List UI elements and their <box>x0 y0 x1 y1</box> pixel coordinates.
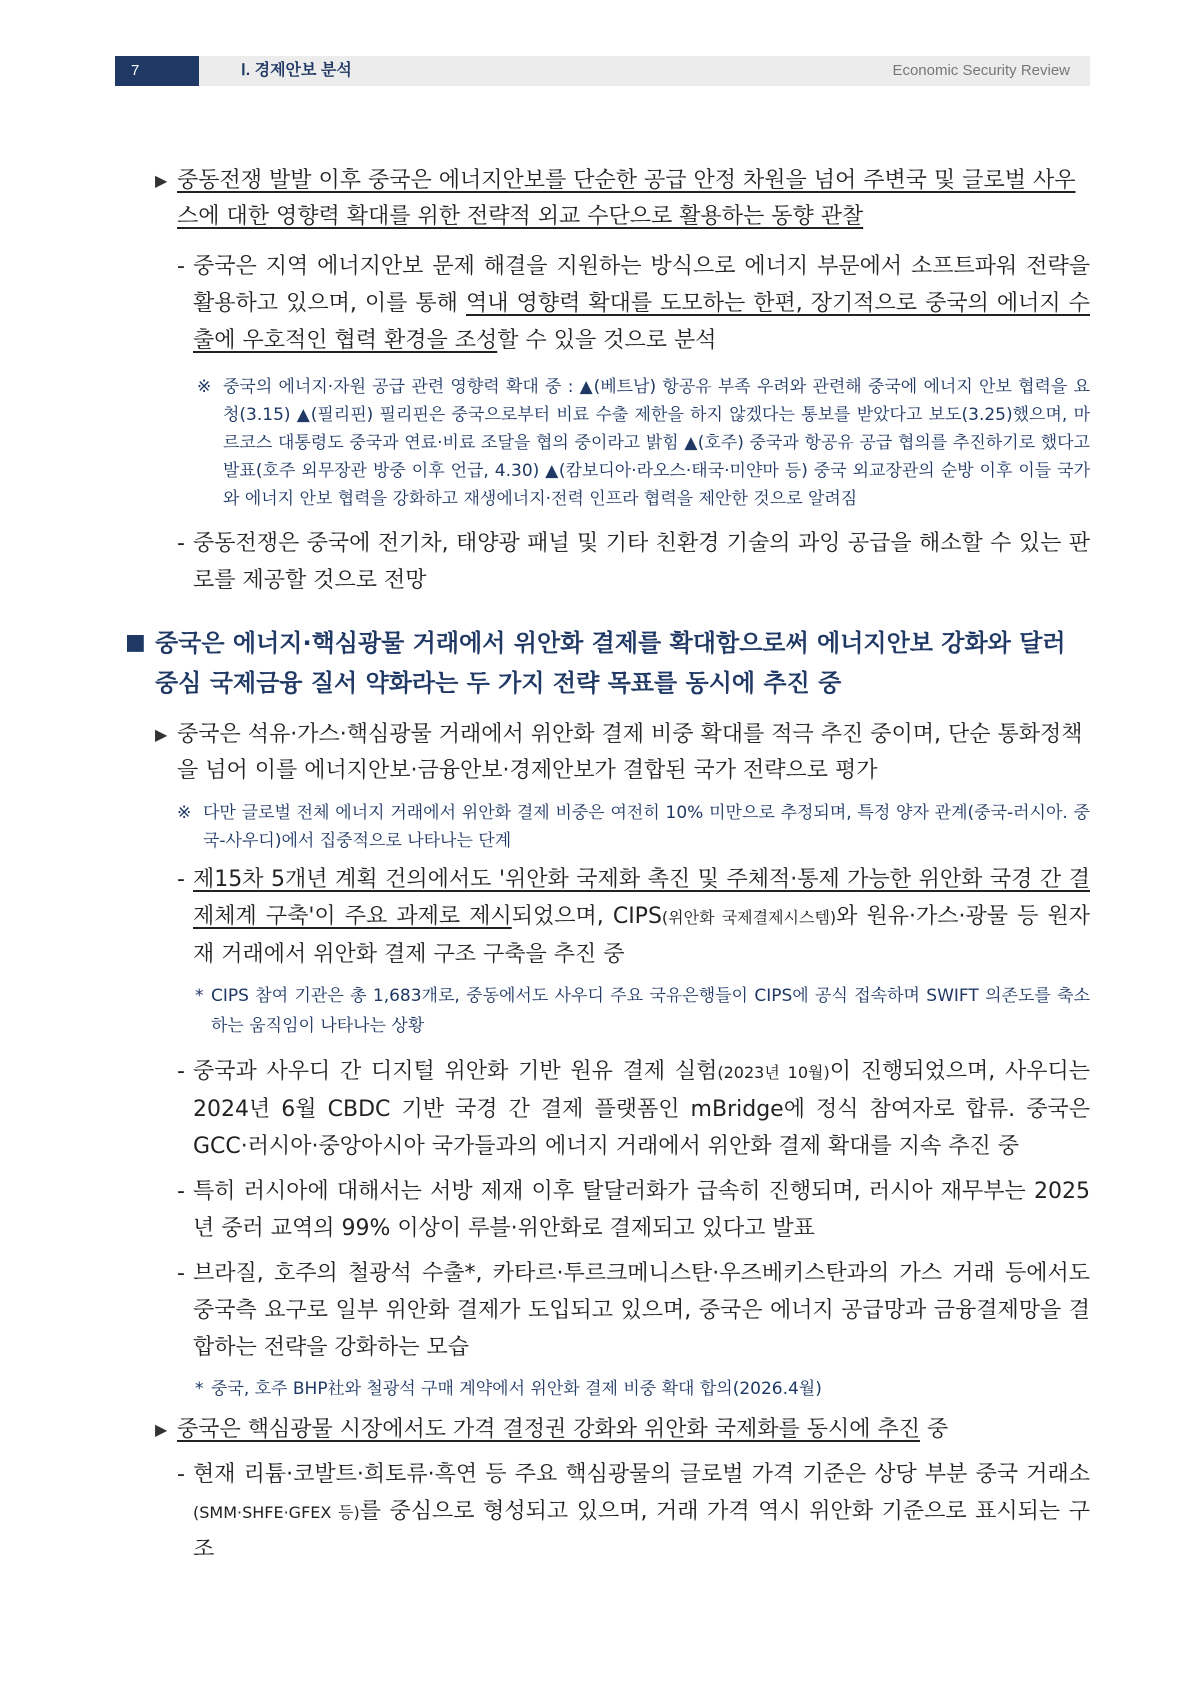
dash-text-underlined: 제15차 5개년 계획 건의에서도 '위안화 국제화 촉진 및 주체적·통제 가능한 위안화 국경 간 결제체계 구축'이 주요 과제로 제시 <box>193 867 1090 929</box>
star-mark: * <box>195 986 204 1006</box>
reference-mark: ※ <box>177 803 192 823</box>
dash-marker: - <box>177 254 185 279</box>
publication-name: Economic Security Review <box>892 62 1070 79</box>
dash-text-small: (SMM·SHFE·GFEX 등) <box>193 1503 360 1522</box>
dash-text-part: 할 수 있을 것으로 분석 <box>497 328 717 353</box>
heading-text: 중국은 에너지·핵심광물 거래에서 위안화 결제를 확대함으로써 에너지안보 강화와 달러 중심 국제금융 질서 약화라는 두 가지 전략 목표를 동시에 추진 중 <box>155 629 1066 697</box>
reference-mark: ※ <box>197 377 212 397</box>
bullet-energy-diplomacy <box>155 163 1090 235</box>
triangle-bullet-icon: ▶ <box>155 725 168 744</box>
dash-text: 브라질, 호주의 철광석 수출*, 카타르·투르크메니스탄·우즈베키스탄과의 가스 거래 등에서도 중국측 요구로 일부 위안화 결제가 도입되고 있으며, 중국은 에너지 공급망과 금융결제망을 결합하는 전략을 강화하는 모습 <box>193 1261 1090 1360</box>
dash-marker: - <box>177 531 185 556</box>
star-note-bhp <box>195 1374 1090 1404</box>
section-title: Ⅰ. 경제안보 분석 <box>241 62 352 79</box>
bullet-text: 중국은 석유·가스·핵심광물 거래에서 위안화 결제 비중 확대를 적극 추진 중이며, 단순 통화정책을 넘어 이를 에너지안보·금융안보·경제안보가 결합된 국가 전략으로 평가 <box>177 722 1083 783</box>
dash-text-part: 이 진행되었으며, 사우디는 2024년 6월 CBDC 기반 국경 간 결제 플랫폼인 mBridge에 정식 참여자로 합류. 중국은 GCC·러시아·중앙아시아 국가들과의 에너지 거래에서 위안화 결제 확대를 지속 추진 중 <box>193 1059 1090 1159</box>
dash-text-small: (위안화 국제결제시스템) <box>661 908 837 927</box>
dash-green-tech <box>177 525 1090 599</box>
bullet-text-tail: 중 <box>920 1417 949 1442</box>
dash-soft-power <box>177 248 1090 359</box>
star-note-cips <box>195 981 1090 1041</box>
square-bullet-icon: ■ <box>125 630 146 655</box>
dash-text-small: (2023년 10월) <box>717 1063 830 1082</box>
dash-marker: - <box>177 867 185 892</box>
note-text: 중국의 에너지·자원 공급 관련 영향력 확대 중 : ▲(베트남) 항공유 부족 우려와 관련해 중국에 에너지 안보 협력을 요청(3.15) ▲(필리핀) 필리핀은 중국으로부터 비료 수출 제한을 하지 않겠다는 통보를 받았다고 보도(3.25)했으며, 마르코스 대통령도 중국과 연료·비료 조달을 협의 중이라고 밝힘 ▲(호주) 중국과 항공유 공급 협의를 추진하기로 했다고 발표(호주 외무장관 방중 이후 언급, 4.30) ▲(캄보디아·라오스·태국·미얀마 등) 중국 외교장관의 순방 이후 이들 국가와 에너지 안보 협력을 강화하고 재생에너지·전력 인프라 협력을 제안한 것으로 알려짐 <box>223 377 1090 509</box>
dash-price-benchmark <box>177 1456 1090 1568</box>
dash-five-year-plan <box>177 861 1090 973</box>
dash-text-underlined: 역내 영향력 확대를 도모하는 한편, 장기적으로 중국의 에너지 수출에 우호적인 협력 환경을 조성 <box>193 291 1090 353</box>
dash-marker: - <box>177 1261 185 1286</box>
dash-text-part: 되었으며, CIPS <box>511 904 662 929</box>
dash-text-part: 를 중심으로 형성되고 있으며, 거래 가격 역시 위안화 기준으로 표시되는 구조 <box>193 1499 1090 1562</box>
page-number: 7 <box>115 56 199 86</box>
reference-note-share <box>177 799 1090 855</box>
dash-russia <box>177 1173 1090 1247</box>
note-text: 중국, 호주 BHP社와 철광석 구매 계약에서 위안화 결제 비중 확대 합의(2026.4월) <box>211 1379 822 1399</box>
triangle-bullet-icon: ▶ <box>155 171 168 190</box>
dash-marker: - <box>177 1059 185 1084</box>
dash-marker: - <box>177 1179 185 1204</box>
dash-text-part: 와 원유·가스·광물 등 원자재 거래에서 위안화 결제 구조 구축을 추진 중 <box>193 904 1090 967</box>
star-mark: * <box>195 1379 204 1399</box>
dash-iron-ore-gas <box>177 1255 1090 1366</box>
bullet-text-underlined: 중국은 핵심광물 시장에서도 가격 결정권 강화와 위안화 국제화를 동시에 추진 <box>177 1417 921 1442</box>
dash-text-part: 현재 리튬·코발트·희토류·흑연 등 주요 핵심광물의 글로벌 가격 기준은 상당 부분 중국 거래소 <box>193 1462 1090 1487</box>
page-header <box>115 56 1090 86</box>
bullet-text: 중동전쟁 발발 이후 중국은 에너지안보를 단순한 공급 안정 차원을 넘어 주변국 및 글로벌 사우스에 대한 영향력 확대를 위한 전략적 외교 수단으로 활용하는 동향 관찰 <box>177 168 1076 229</box>
bullet-critical-minerals <box>155 1412 1090 1448</box>
bullet-yuan-settlement <box>155 717 1090 789</box>
dash-text: 중동전쟁은 중국에 전기차, 태양광 패널 및 기타 친환경 기술의 과잉 공급을 해소할 수 있는 판로를 제공할 것으로 전망 <box>193 531 1090 593</box>
dash-text: 특히 러시아에 대해서는 서방 제재 이후 탈달러화가 급속히 진행되며, 러시아 재무부는 2025년 중러 교역의 99% 이상이 루블·위안화로 결제되고 있다고 발표 <box>193 1179 1090 1241</box>
document-body <box>125 163 1090 1568</box>
reference-note-influence <box>197 373 1090 513</box>
dash-text-part: 중국은 지역 에너지안보 문제 해결을 지원하는 방식으로 에너지 부문에서 소프트파워 전략을 활용하고 있으며, 이를 통해 <box>193 254 1090 316</box>
triangle-bullet-icon: ▶ <box>155 1420 168 1439</box>
note-text: 다만 글로벌 전체 에너지 거래에서 위안화 결제 비중은 여전히 10% 미만으로 추정되며, 특정 양자 관계(중국-러시아. 중국-사우디)에서 집중적으로 나타나는 단계 <box>203 803 1090 851</box>
dash-marker: - <box>177 1462 185 1487</box>
dash-text-part: 중국과 사우디 간 디지털 위안화 기반 원유 결제 실험 <box>193 1059 718 1084</box>
section-heading <box>125 623 1090 703</box>
note-text: CIPS 참여 기관은 총 1,683개로, 중동에서도 사우디 주요 국유은행들이 CIPS에 공식 접속하며 SWIFT 의존도를 축소하는 움직임이 나타나는 상황 <box>211 986 1090 1036</box>
dash-digital-yuan <box>177 1053 1090 1165</box>
